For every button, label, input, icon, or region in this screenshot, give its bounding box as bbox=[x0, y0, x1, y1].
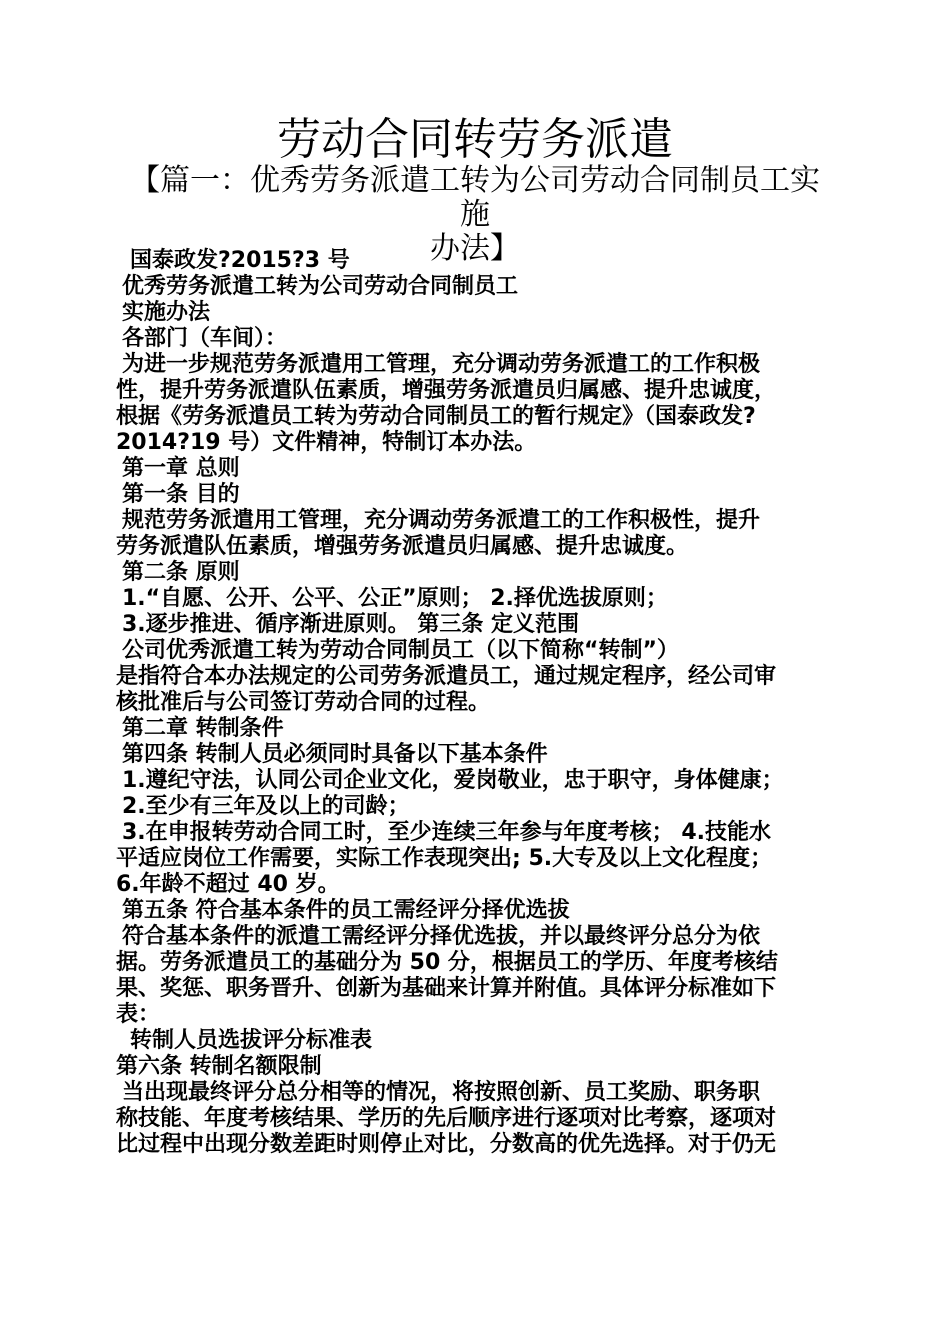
body-line: 性，提升劳务派遣队伍素质，增强劳务派遣员归属感、提升忠诚度， bbox=[116, 378, 777, 403]
body-line: 核批准后与公司签订劳动合同的过程。 bbox=[116, 690, 491, 715]
body-line: 3.逐步推进、循序渐进原则。 第三条 定义范围 bbox=[122, 612, 579, 637]
body-line: 据。劳务派遣员工的基础分为 50 分，根据员工的学历、年度考核结 bbox=[116, 950, 778, 975]
body-line: 第五条 符合基本条件的员工需经评分择优选拔 bbox=[122, 898, 570, 923]
body-line: 平适应岗位工作需要，实际工作表现突出; 5.大专及以上文化程度； bbox=[116, 846, 773, 871]
body-line: 国泰政发?2015?3 号 bbox=[130, 248, 350, 273]
document-title: 劳动合同转劳务派遣 bbox=[277, 114, 673, 165]
body-line: 称技能、年度考核结果、学历的先后顺序进行逐项对比考察，逐项对 bbox=[116, 1106, 777, 1131]
body-line: 规范劳务派遣用工管理，充分调动劳务派遣工的工作积极性，提升 bbox=[122, 508, 761, 533]
body-line: 第一条 目的 bbox=[122, 482, 240, 507]
body-line: 公司优秀派遣工转为劳动合同制员工（以下简称“转制”） bbox=[122, 638, 679, 663]
subtitle-line: 【篇一：优秀劳务派遣工转为公司劳动合同制员工实施 bbox=[130, 163, 820, 232]
body-line: 第四条 转制人员必须同时具备以下基本条件 bbox=[122, 742, 548, 767]
body-line: 第六条 转制名额限制 bbox=[116, 1054, 322, 1079]
body-line: 劳务派遣队伍素质，增强劳务派遣员归属感、提升忠诚度。 bbox=[116, 534, 689, 559]
body-line: 2014?19 号）文件精神，特制订本办法。 bbox=[116, 430, 537, 455]
body-line: 1.“自愿、公开、公平、公正”原则； 2.择优选拔原则； bbox=[122, 586, 668, 611]
body-line: 转制人员选拔评分标准表 bbox=[130, 1028, 373, 1053]
body-line: 比过程中出现分数差距时则停止对比，分数高的优先选择。对于仍无 bbox=[116, 1132, 777, 1157]
body-line: 优秀劳务派遣工转为公司劳动合同制员工 bbox=[122, 274, 519, 299]
body-line: 符合基本条件的派遣工需经评分择优选拔，并以最终评分总分为依 bbox=[122, 924, 761, 949]
body-line: 为进一步规范劳务派遣用工管理，充分调动劳务派遣工的工作积极 bbox=[122, 352, 761, 377]
body-line: 3.在申报转劳动合同工时，至少连续三年参与年度考核； 4.技能水 bbox=[122, 820, 771, 845]
body-line: 表： bbox=[116, 1002, 161, 1027]
body-line: 实施办法 bbox=[122, 300, 211, 325]
body-line: 第二条 原则 bbox=[122, 560, 240, 585]
body-line: 1.遵纪守法，认同公司企业文化，爱岗敬业，忠于职守，身体健康； bbox=[122, 768, 784, 793]
body-line: 第一章 总则 bbox=[122, 456, 240, 481]
body-line: 第二章 转制条件 bbox=[122, 716, 284, 741]
body-line: 是指符合本办法规定的公司劳务派遣员工，通过规定程序，经公司审 bbox=[116, 664, 777, 689]
body-line: 果、奖惩、职务晋升、创新为基础来计算并附值。具体评分标准如下 bbox=[116, 976, 777, 1001]
document-body bbox=[116, 248, 838, 1158]
body-line: 根据《劳务派遣员工转为劳动合同制员工的暂行规定》（国泰政发? bbox=[116, 404, 756, 429]
body-line: 2.至少有三年及以上的司龄； bbox=[122, 794, 410, 819]
body-line: 各部门（车间）： bbox=[122, 326, 288, 351]
subtitle-line: 办法】 bbox=[430, 231, 520, 266]
body-line: 6.年龄不超过 40 岁。 bbox=[116, 872, 340, 897]
body-line: 当出现最终评分总分相等的情况，将按照创新、员工奖励、职务职 bbox=[122, 1080, 761, 1105]
